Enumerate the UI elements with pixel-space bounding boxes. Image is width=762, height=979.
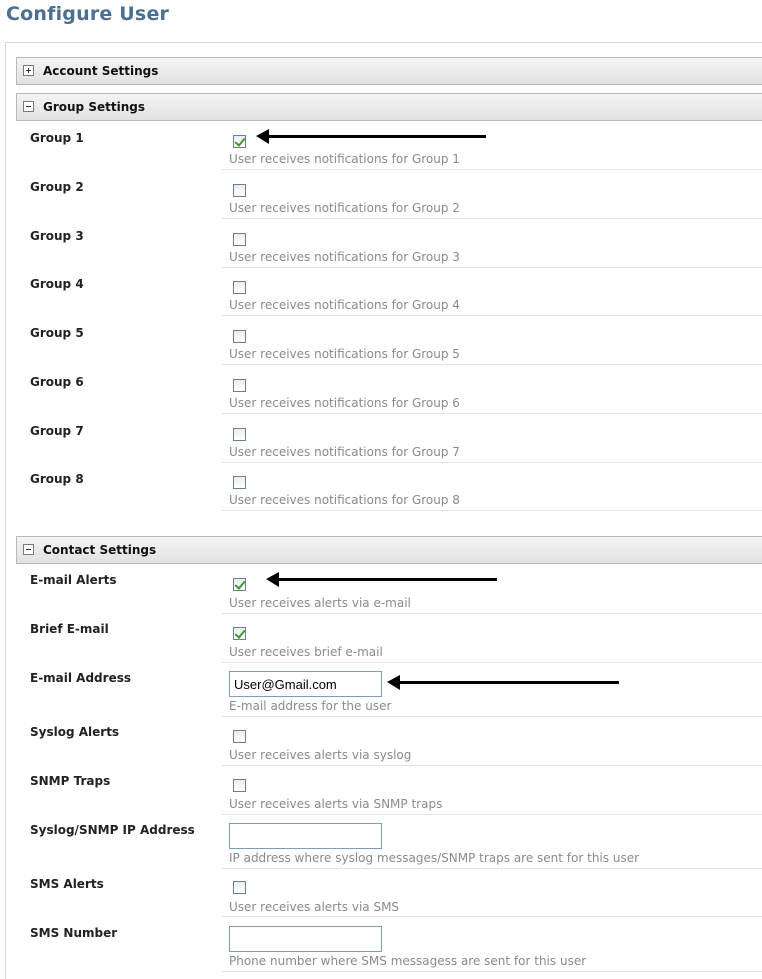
group-label: Group 7 <box>30 424 84 438</box>
row-divider <box>222 716 762 717</box>
group-checkbox[interactable] <box>233 184 246 197</box>
contact-settings-title: Contact Settings <box>43 543 157 557</box>
group-hint: User receives notifications for Group 2 <box>229 201 460 215</box>
row-divider <box>222 613 762 614</box>
group-hint: User receives notifications for Group 6 <box>229 396 460 410</box>
row-divider <box>222 364 762 365</box>
email-address-label: E-mail Address <box>30 671 131 685</box>
row-divider <box>222 218 762 219</box>
email-alerts-hint: User receives alerts via e-mail <box>229 596 411 610</box>
row-divider <box>222 510 762 511</box>
row-divider <box>222 267 762 268</box>
sms-number-input[interactable] <box>229 926 382 952</box>
group-checkbox[interactable] <box>233 379 246 392</box>
email-address-input[interactable] <box>229 671 382 697</box>
group-hint: User receives notifications for Group 1 <box>229 152 460 166</box>
row-divider <box>222 971 762 972</box>
syslog-snmp-ip-label: Syslog/SNMP IP Address <box>30 823 195 837</box>
row-divider <box>222 868 762 869</box>
group-label: Group 2 <box>30 180 84 194</box>
page-title: Configure User <box>6 3 170 25</box>
email-alerts-checkbox[interactable] <box>233 578 246 591</box>
row-divider <box>222 814 762 815</box>
group-label: Group 5 <box>30 326 84 340</box>
group-hint: User receives notifications for Group 5 <box>229 347 460 361</box>
row-divider <box>222 462 762 463</box>
syslog-alerts-checkbox[interactable] <box>233 730 246 743</box>
syslog-alerts-hint: User receives alerts via syslog <box>229 748 412 762</box>
collapse-minus-icon[interactable] <box>23 544 34 555</box>
row-divider <box>222 169 762 170</box>
collapse-minus-icon[interactable] <box>23 101 34 112</box>
group-checkbox[interactable] <box>233 135 246 148</box>
row-divider <box>222 916 762 917</box>
sms-alerts-hint: User receives alerts via SMS <box>229 900 400 914</box>
email-alerts-label: E-mail Alerts <box>30 573 117 587</box>
sms-alerts-checkbox[interactable] <box>233 881 246 894</box>
sms-alerts-label: SMS Alerts <box>30 877 104 891</box>
group-settings-title: Group Settings <box>43 100 145 114</box>
group-checkbox[interactable] <box>233 428 246 441</box>
group-label: Group 1 <box>30 131 84 145</box>
account-settings-header[interactable] <box>16 57 762 85</box>
snmp-traps-hint: User receives alerts via SNMP traps <box>229 797 443 811</box>
sms-number-label: SMS Number <box>30 926 118 940</box>
expand-plus-icon[interactable] <box>23 65 34 76</box>
group-settings-header[interactable] <box>16 93 762 121</box>
brief-email-label: Brief E-mail <box>30 622 109 636</box>
syslog-alerts-label: Syslog Alerts <box>30 725 120 739</box>
group-hint: User receives notifications for Group 3 <box>229 250 460 264</box>
snmp-traps-checkbox[interactable] <box>233 779 246 792</box>
group-checkbox[interactable] <box>233 476 246 489</box>
brief-email-checkbox[interactable] <box>233 627 246 640</box>
syslog-snmp-ip-hint: IP address where syslog messages/SNMP traps are sent for this user <box>229 851 640 865</box>
group-checkbox[interactable] <box>233 330 246 343</box>
group-label: Group 3 <box>30 229 84 243</box>
account-settings-title: Account Settings <box>43 64 159 78</box>
row-divider <box>222 662 762 663</box>
group-hint: User receives notifications for Group 8 <box>229 493 460 507</box>
row-divider <box>222 765 762 766</box>
group-label: Group 4 <box>30 277 84 291</box>
snmp-traps-label: SNMP Traps <box>30 774 111 788</box>
syslog-snmp-ip-input[interactable] <box>229 823 382 849</box>
row-divider <box>222 315 762 316</box>
email-address-hint: E-mail address for the user <box>229 699 392 713</box>
row-divider <box>222 413 762 414</box>
group-hint: User receives notifications for Group 7 <box>229 445 460 459</box>
annotation-arrow-left-icon <box>397 681 619 684</box>
group-checkbox[interactable] <box>233 281 246 294</box>
group-hint: User receives notifications for Group 4 <box>229 298 460 312</box>
brief-email-hint: User receives brief e-mail <box>229 645 383 659</box>
contact-settings-header[interactable] <box>16 536 762 564</box>
annotation-arrow-left-icon <box>266 135 486 138</box>
group-label: Group 6 <box>30 375 84 389</box>
group-checkbox[interactable] <box>233 233 246 246</box>
group-label: Group 8 <box>30 472 84 486</box>
annotation-arrow-left-icon <box>276 578 497 581</box>
sms-number-hint: Phone number where SMS messagess are sent for this user <box>229 954 587 968</box>
